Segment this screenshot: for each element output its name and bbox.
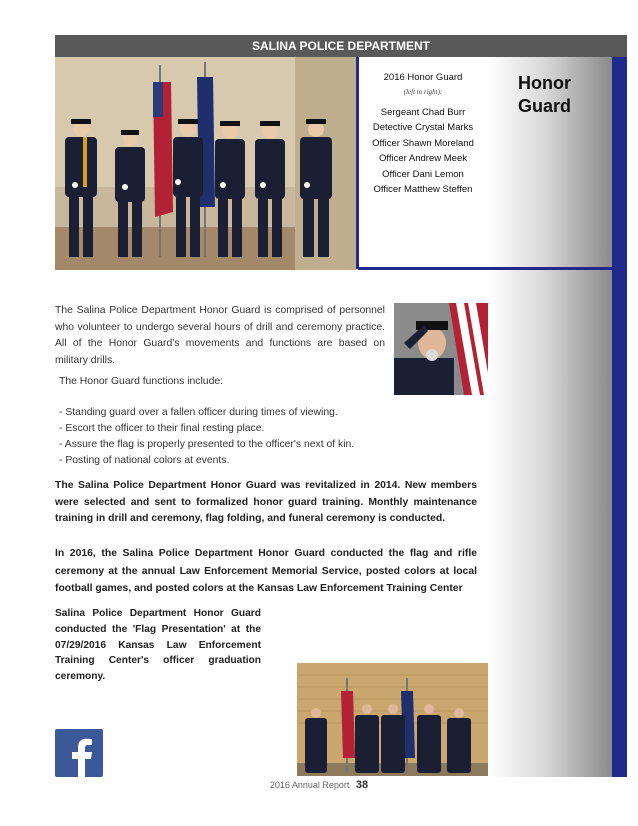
list-item: - Escort the officer to their final resting place.	[59, 423, 265, 434]
roster-name: Officer Dani Lemon	[382, 168, 464, 180]
list-item: - Posting of national colors at events.	[59, 455, 230, 466]
roster-name: Detective Crystal Marks	[372, 122, 474, 133]
intro-paragraph: The Salina Police Department Honor Guard is comprised of personnel who volunteer to undergo several hours of drill and ceremony practice. All of the Honor Guard's movements and functions are based on military drills.	[55, 305, 385, 366]
sidebar-gradient	[488, 57, 612, 777]
page-header	[55, 35, 627, 57]
section-title-line1: Honor	[518, 73, 571, 93]
divider-horizontal	[358, 267, 612, 270]
saluting-officer-photo	[394, 303, 488, 395]
facebook-logo-glyph	[55, 729, 103, 777]
functions-list	[59, 405, 354, 469]
revitalized-paragraph: The Salina Police Department Honor Guard was revitalized in 2014. New members were selected and sent to formalized honor guard training. Monthly maintenance training in drill and ceremony, flag folding, and funeral ceremony is conducted.	[55, 480, 477, 524]
section-title-line2: Guard	[518, 96, 572, 116]
divider-vertical	[356, 57, 359, 269]
roster-names	[362, 105, 484, 198]
sidebar-blue-strip	[612, 57, 627, 777]
roster-name: Sergeant Chad Burr	[380, 106, 466, 118]
list-item: - Assure the flag is properly presented to the officer's next of kin.	[59, 439, 355, 450]
flag-presentation-photo	[297, 663, 488, 776]
footer-label: 2016 Annual Report	[269, 780, 350, 790]
section-title	[518, 72, 571, 118]
roster-name: Officer Shawn Moreland	[372, 137, 474, 149]
roster-heading: 2016 Honor Guard	[383, 72, 463, 83]
functions-heading: The Honor Guard functions include:	[59, 376, 224, 387]
facebook-icon[interactable]	[55, 729, 103, 777]
roster	[362, 70, 484, 198]
roster-subheading: (left to right):	[403, 87, 443, 96]
page-footer	[0, 779, 638, 791]
header-title: SALINA POLICE DEPARTMENT	[251, 39, 430, 53]
honor-guard-group-photo	[55, 57, 356, 270]
roster-name: Officer Matthew Steffen	[373, 184, 473, 195]
page-number: 38	[355, 779, 369, 791]
roster-name: Officer Andrew Meek	[378, 153, 467, 164]
list-item: - Standing guard over a fallen officer during times of viewing.	[59, 407, 338, 418]
activities-2016-paragraph: In 2016, the Salina Police Department Honor Guard conducted the flag and rifle ceremony at the annual Law Enforcement Memorial Service, posted colors at local football games, and posted colors at the Kansas Law Enforcement Training Center	[55, 548, 477, 594]
flag-presentation-paragraph: Salina Police Department Honor Guard conducted the 'Flag Presentation' at the 07/29/2016 Kansas Law Enforcement Training Center's officer graduation ceremony.	[55, 608, 261, 683]
